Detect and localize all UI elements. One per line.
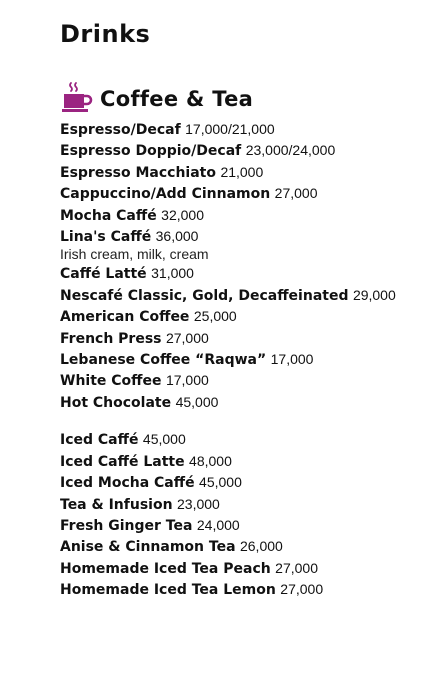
- menu-item: [60, 183, 440, 204]
- item-price: 23,000: [177, 495, 220, 512]
- item-price: 26,000: [239, 538, 283, 555]
- item-price: 27,000: [275, 559, 318, 576]
- menu-item: [60, 263, 440, 284]
- menu-item: [60, 205, 440, 226]
- item-name: Lina's Caffé: [60, 229, 152, 246]
- item-name: Cappuccino/Add Cinnamon: [60, 186, 271, 203]
- item-name: Espresso/Decaf: [60, 122, 181, 138]
- item-name: Espresso Doppio/Decaf: [60, 143, 242, 160]
- item-name: French Press: [60, 330, 162, 347]
- item-price: 36,000: [155, 228, 199, 245]
- menu-item: [60, 558, 440, 579]
- item-name: Iced Caffé Latte: [60, 453, 185, 470]
- menu-item: [60, 494, 440, 515]
- menu-item: [60, 349, 440, 370]
- group-spacer: [60, 413, 440, 429]
- item-price: 25,000: [193, 308, 237, 325]
- item-price: 45,000: [199, 474, 242, 491]
- item-price: 17,000: [165, 372, 209, 389]
- menu-item: [60, 328, 440, 349]
- item-name: Iced Caffé: [60, 432, 139, 449]
- item-price: 31,000: [151, 265, 194, 282]
- item-name: Tea & Infusion: [60, 496, 173, 513]
- item-price: 48,000: [189, 452, 232, 469]
- item-name: Homemade Iced Tea Lemon: [60, 582, 276, 599]
- item-name: Mocha Caffé: [60, 207, 157, 224]
- coffee-cup-icon: [60, 80, 94, 114]
- item-price: 24,000: [196, 516, 240, 533]
- item-name: Homemade Iced Tea Peach: [60, 560, 271, 577]
- menu-item: [60, 119, 440, 140]
- item-name: Iced Mocha Caffé: [60, 475, 195, 492]
- item-price: 32,000: [161, 206, 204, 223]
- menu-list: [60, 119, 440, 601]
- menu-item: [60, 226, 440, 261]
- item-price: 21,000: [220, 163, 264, 180]
- item-price: 23,000/24,000: [245, 142, 336, 159]
- menu-item: [60, 392, 440, 413]
- menu-item: [60, 536, 440, 557]
- menu-item: [60, 306, 440, 327]
- item-price: 27,000: [280, 581, 324, 598]
- menu-item: [60, 472, 440, 493]
- menu-item: [60, 140, 440, 161]
- item-description: Irish cream, milk, cream: [60, 246, 209, 263]
- item-price: 29,000: [352, 286, 396, 303]
- menu-item: [60, 162, 440, 183]
- menu-item: [60, 515, 440, 536]
- item-name: Anise & Cinnamon Tea: [60, 539, 236, 556]
- menu-item: [60, 579, 440, 600]
- menu-item: [60, 370, 440, 391]
- item-price: 45,000: [175, 393, 219, 410]
- menu-item: [60, 285, 440, 306]
- item-name: Fresh Ginger Tea: [60, 517, 193, 534]
- item-price: 17,000/21,000: [185, 121, 275, 137]
- menu-item: [60, 429, 440, 450]
- item-price: 17,000: [270, 351, 314, 368]
- item-name: Lebanese Coffee “Raqwa”: [60, 352, 267, 369]
- item-price: 27,000: [274, 185, 318, 202]
- page-title: Drinks: [60, 20, 151, 48]
- item-name: American Coffee: [60, 309, 190, 326]
- item-name: Caffé Latté: [60, 266, 147, 283]
- item-price: 45,000: [142, 431, 186, 448]
- section-header-coffee-tea: [60, 80, 253, 114]
- menu-item: [60, 451, 440, 472]
- item-name: White Coffee: [60, 373, 162, 390]
- item-name: Espresso Macchiato: [60, 164, 216, 181]
- item-price: 27,000: [165, 329, 209, 346]
- section-title: Coffee & Tea: [100, 86, 254, 111]
- item-name: Nescafé Classic, Gold, Decaffeinated: [60, 287, 349, 304]
- item-name: Hot Chocolate: [60, 394, 172, 411]
